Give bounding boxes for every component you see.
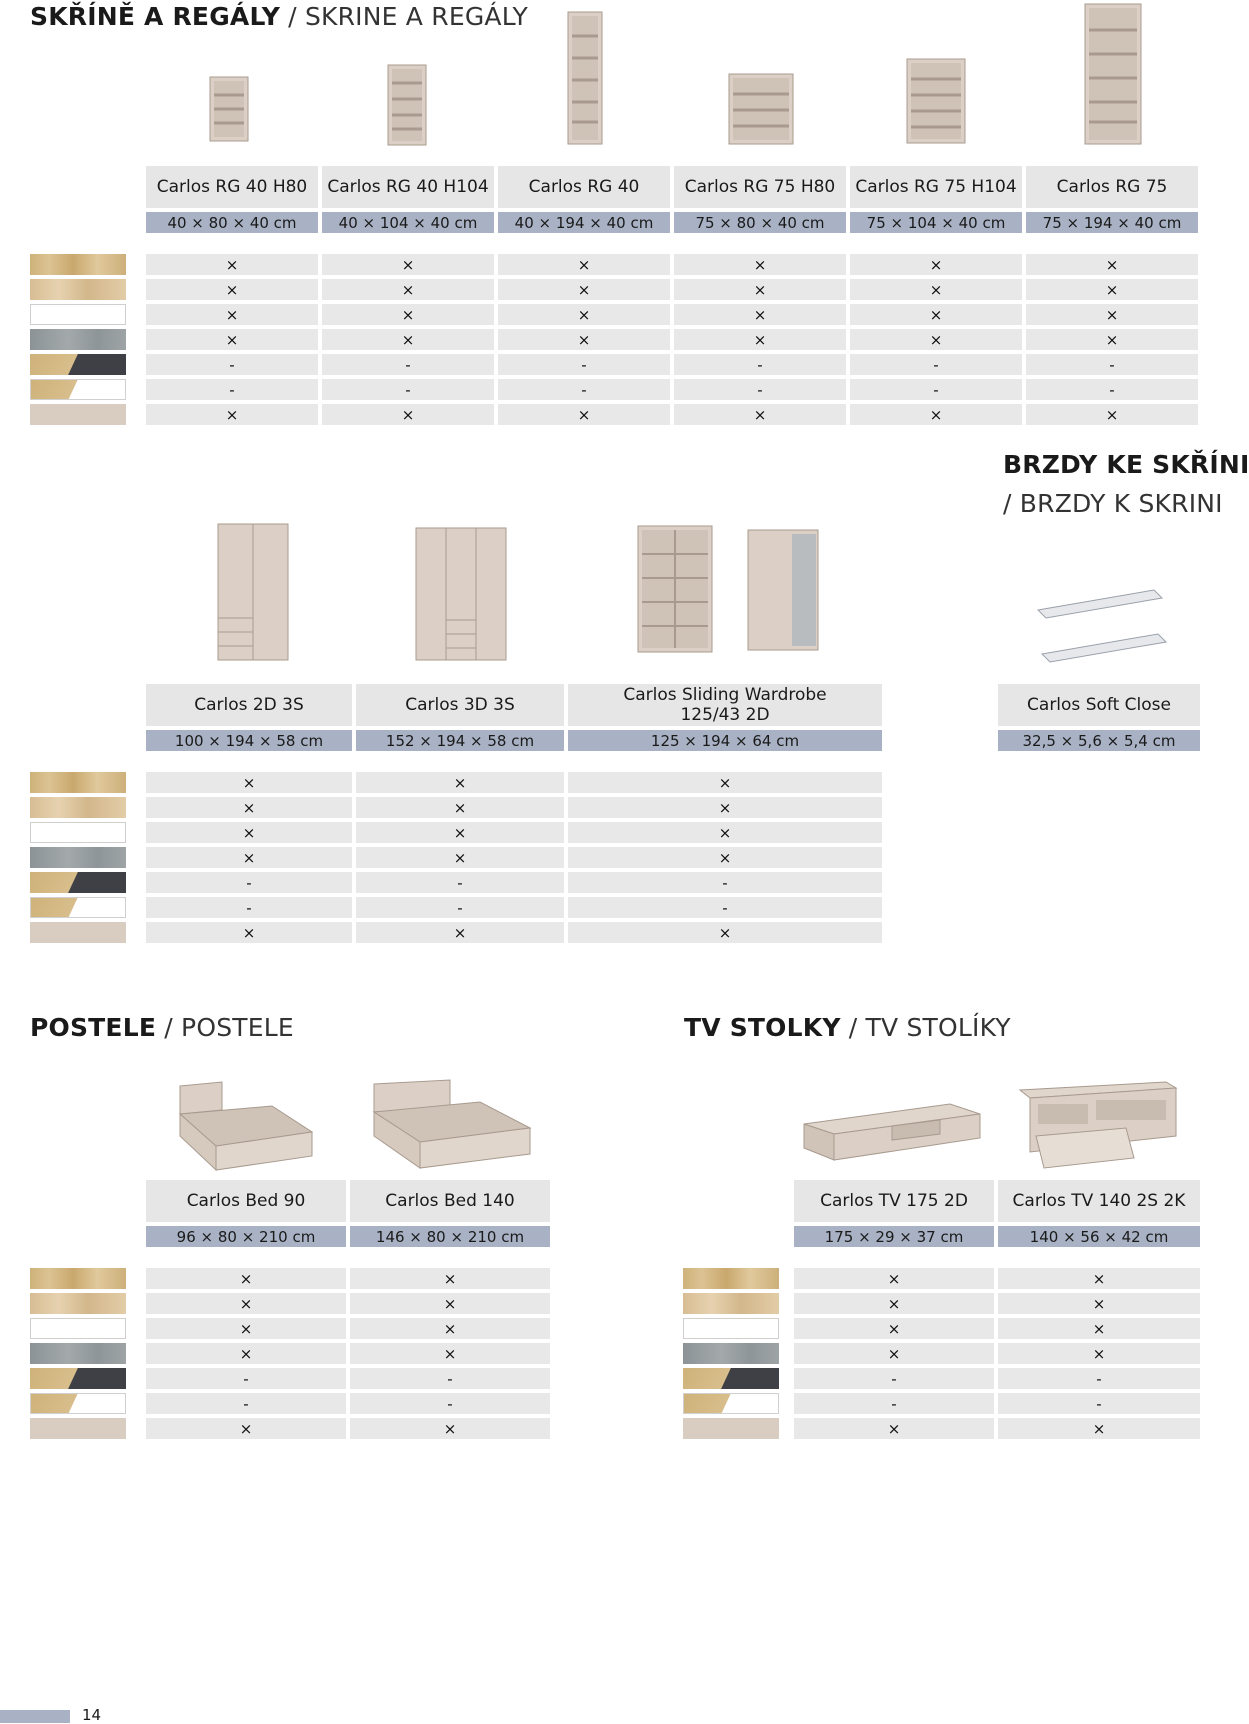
availability-cell: × (146, 847, 352, 868)
color-swatch (30, 922, 126, 943)
availability-cell: × (322, 304, 494, 325)
availability-cell: × (322, 329, 494, 350)
soft-close-image (1034, 584, 1170, 672)
availability-cell: × (350, 1268, 550, 1289)
availability-cell: × (568, 797, 882, 818)
availability-cell: - (1026, 354, 1198, 375)
availability-cell: - (794, 1393, 994, 1414)
availability-cell: × (850, 404, 1022, 425)
availability-cell: × (146, 1293, 346, 1314)
availability-cell: × (146, 1343, 346, 1364)
product-name: Carlos Soft Close (998, 684, 1200, 726)
availability-cell: - (998, 1393, 1200, 1414)
availability-cell: × (568, 922, 882, 943)
section-title-sub: BRZDY K SKRINI (1019, 489, 1223, 518)
availability-cell: - (146, 872, 352, 893)
availability-cell: × (568, 772, 882, 793)
availability-cell: - (146, 897, 352, 918)
color-swatch (30, 254, 126, 275)
availability-cell: × (498, 304, 670, 325)
section-title-tv: TV STOLKY / TV STOLÍKY (684, 1013, 1011, 1042)
availability-cell: × (1026, 304, 1198, 325)
availability-cell: × (356, 847, 564, 868)
availability-cell: × (146, 822, 352, 843)
availability-cell: - (850, 379, 1022, 400)
product-dimensions: 100 × 194 × 58 cm (146, 730, 352, 751)
bed-140-image (370, 1076, 534, 1172)
color-swatch (30, 772, 126, 793)
section-title-main: TV STOLKY (684, 1013, 841, 1042)
product-name: Carlos RG 75 H104 (850, 166, 1022, 208)
color-swatch (30, 847, 126, 868)
availability-cell: × (850, 279, 1022, 300)
product-dimensions: 32,5 × 5,6 × 5,4 cm (998, 730, 1200, 751)
product-dimensions: 40 × 194 × 40 cm (498, 212, 670, 233)
sliding-wardrobe-closed-image (746, 528, 822, 654)
product-dimensions: 40 × 80 × 40 cm (146, 212, 318, 233)
availability-cell: × (356, 922, 564, 943)
shelf-rg75-image (1083, 2, 1145, 148)
availability-cell: - (322, 354, 494, 375)
shelf-rg75h80-image (727, 72, 797, 148)
availability-cell: × (322, 279, 494, 300)
availability-cell: - (568, 897, 882, 918)
availability-cell: - (998, 1368, 1200, 1389)
availability-cell: × (998, 1268, 1200, 1289)
availability-cell: × (322, 404, 494, 425)
availability-cell: × (356, 797, 564, 818)
color-swatch (30, 1293, 126, 1314)
availability-cell: × (356, 822, 564, 843)
availability-cell: × (350, 1418, 550, 1439)
color-swatch (30, 1343, 126, 1364)
availability-cell: × (350, 1293, 550, 1314)
product-dimensions: 175 × 29 × 37 cm (794, 1226, 994, 1247)
bed-90-image (176, 1076, 316, 1172)
availability-cell: × (1026, 279, 1198, 300)
section-title-beds: POSTELE / POSTELE (30, 1013, 294, 1042)
availability-cell: - (498, 379, 670, 400)
availability-cell: × (146, 404, 318, 425)
color-swatch (683, 1393, 779, 1414)
product-name: Carlos RG 75 (1026, 166, 1198, 208)
availability-cell: × (146, 1318, 346, 1339)
availability-cell: × (998, 1318, 1200, 1339)
product-name: Carlos Bed 90 (146, 1180, 346, 1222)
section-title-main: POSTELE (30, 1013, 157, 1042)
color-swatch (683, 1318, 779, 1339)
product-dimensions: 140 × 56 × 42 cm (998, 1226, 1200, 1247)
color-swatch (683, 1343, 779, 1364)
availability-cell: - (146, 1393, 346, 1414)
availability-cell: - (322, 379, 494, 400)
availability-cell: × (794, 1268, 994, 1289)
availability-cell: × (498, 254, 670, 275)
availability-cell: - (674, 379, 846, 400)
section-title-soft-close: BRZDY KE SKŘÍNI / BRZDY K SKRINI (1003, 450, 1249, 518)
product-name: Carlos RG 40 H104 (322, 166, 494, 208)
tv-140-image (1016, 1076, 1180, 1170)
product-name: Carlos 2D 3S (146, 684, 352, 726)
color-swatch (30, 1268, 126, 1289)
product-name: Carlos Bed 140 (350, 1180, 550, 1222)
product-name: Carlos Sliding Wardrobe 125/43 2D (568, 684, 882, 726)
availability-cell: × (146, 922, 352, 943)
availability-cell: × (568, 847, 882, 868)
product-name: Carlos TV 175 2D (794, 1180, 994, 1222)
wardrobe-2d3s-image (216, 522, 292, 664)
color-swatch (30, 279, 126, 300)
availability-cell: × (146, 304, 318, 325)
color-swatch (30, 1393, 126, 1414)
availability-cell: - (356, 897, 564, 918)
availability-cell: - (146, 379, 318, 400)
availability-cell: × (850, 329, 1022, 350)
page-number: 14 (82, 1706, 102, 1724)
product-name: Carlos TV 140 2S 2K (998, 1180, 1200, 1222)
availability-cell: × (998, 1418, 1200, 1439)
section-title-sub: TV STOLÍKY (865, 1013, 1011, 1042)
shelf-rg40h104-image (386, 63, 430, 147)
availability-cell: × (498, 329, 670, 350)
availability-cell: × (146, 279, 318, 300)
page-number-bar (0, 1710, 70, 1723)
product-dimensions: 125 × 194 × 64 cm (568, 730, 882, 751)
availability-cell: × (146, 772, 352, 793)
availability-cell: × (674, 404, 846, 425)
section-title-sub: SKRINE A REGÁLY (304, 2, 528, 31)
product-dimensions: 152 × 194 × 58 cm (356, 730, 564, 751)
availability-cell: × (146, 254, 318, 275)
availability-cell: - (568, 872, 882, 893)
color-swatch (30, 1318, 126, 1339)
availability-cell: - (146, 1368, 346, 1389)
availability-cell: × (498, 279, 670, 300)
availability-cell: - (356, 872, 564, 893)
availability-cell: × (794, 1293, 994, 1314)
availability-cell: × (146, 1418, 346, 1439)
color-swatch (30, 354, 126, 375)
color-swatch (30, 304, 126, 325)
availability-cell: × (850, 254, 1022, 275)
shelf-rg75h104-image (905, 57, 969, 147)
availability-cell: - (1026, 379, 1198, 400)
availability-cell: × (146, 797, 352, 818)
availability-cell: × (674, 279, 846, 300)
availability-cell: × (356, 772, 564, 793)
availability-cell: - (350, 1393, 550, 1414)
product-dimensions: 75 × 194 × 40 cm (1026, 212, 1198, 233)
shelf-rg40h80-image (208, 75, 252, 145)
availability-cell: × (998, 1343, 1200, 1364)
product-name: Carlos RG 40 H80 (146, 166, 318, 208)
color-swatch (30, 897, 126, 918)
color-swatch (683, 1293, 779, 1314)
product-dimensions: 146 × 80 × 210 cm (350, 1226, 550, 1247)
availability-cell: × (794, 1343, 994, 1364)
availability-cell: - (498, 354, 670, 375)
availability-cell: - (350, 1368, 550, 1389)
color-swatch (30, 1368, 126, 1389)
color-swatch (683, 1268, 779, 1289)
color-swatch (683, 1368, 779, 1389)
color-swatch (30, 379, 126, 400)
product-dimensions: 75 × 104 × 40 cm (850, 212, 1022, 233)
color-swatch (30, 822, 126, 843)
availability-cell: × (998, 1293, 1200, 1314)
tv-175-image (800, 1094, 984, 1166)
availability-cell: × (794, 1418, 994, 1439)
availability-cell: × (146, 329, 318, 350)
color-swatch (683, 1418, 779, 1439)
availability-cell: × (1026, 329, 1198, 350)
product-dimensions: 40 × 104 × 40 cm (322, 212, 494, 233)
product-dimensions: 75 × 80 × 40 cm (674, 212, 846, 233)
color-swatch (30, 404, 126, 425)
section-title-main: BRZDY KE SKŘÍNI (1003, 450, 1249, 479)
availability-cell: × (674, 304, 846, 325)
section-title-sub: POSTELE (181, 1013, 294, 1042)
product-dimensions: 96 × 80 × 210 cm (146, 1226, 346, 1247)
wardrobe-3d3s-image (414, 526, 510, 664)
product-name: Carlos RG 75 H80 (674, 166, 846, 208)
product-name: Carlos 3D 3S (356, 684, 564, 726)
shelf-rg40-image (566, 10, 606, 146)
availability-cell: × (568, 822, 882, 843)
availability-cell: - (850, 354, 1022, 375)
section-title-main: SKŘÍNĚ A REGÁLY (30, 2, 281, 31)
color-swatch (30, 329, 126, 350)
availability-cell: × (350, 1343, 550, 1364)
availability-cell: × (674, 254, 846, 275)
availability-cell: × (350, 1318, 550, 1339)
availability-cell: × (498, 404, 670, 425)
sliding-wardrobe-open-image (636, 524, 716, 656)
availability-cell: - (674, 354, 846, 375)
availability-cell: × (146, 1268, 346, 1289)
availability-cell: × (1026, 404, 1198, 425)
color-swatch (30, 872, 126, 893)
availability-cell: - (794, 1368, 994, 1389)
availability-cell: × (850, 304, 1022, 325)
color-swatch (30, 797, 126, 818)
availability-cell: × (322, 254, 494, 275)
color-swatch (30, 1418, 126, 1439)
product-name: Carlos RG 40 (498, 166, 670, 208)
availability-cell: - (146, 354, 318, 375)
availability-cell: × (1026, 254, 1198, 275)
section-title-shelves: SKŘÍNĚ A REGÁLY / SKRINE A REGÁLY (30, 2, 528, 31)
availability-cell: × (794, 1318, 994, 1339)
availability-cell: × (674, 329, 846, 350)
